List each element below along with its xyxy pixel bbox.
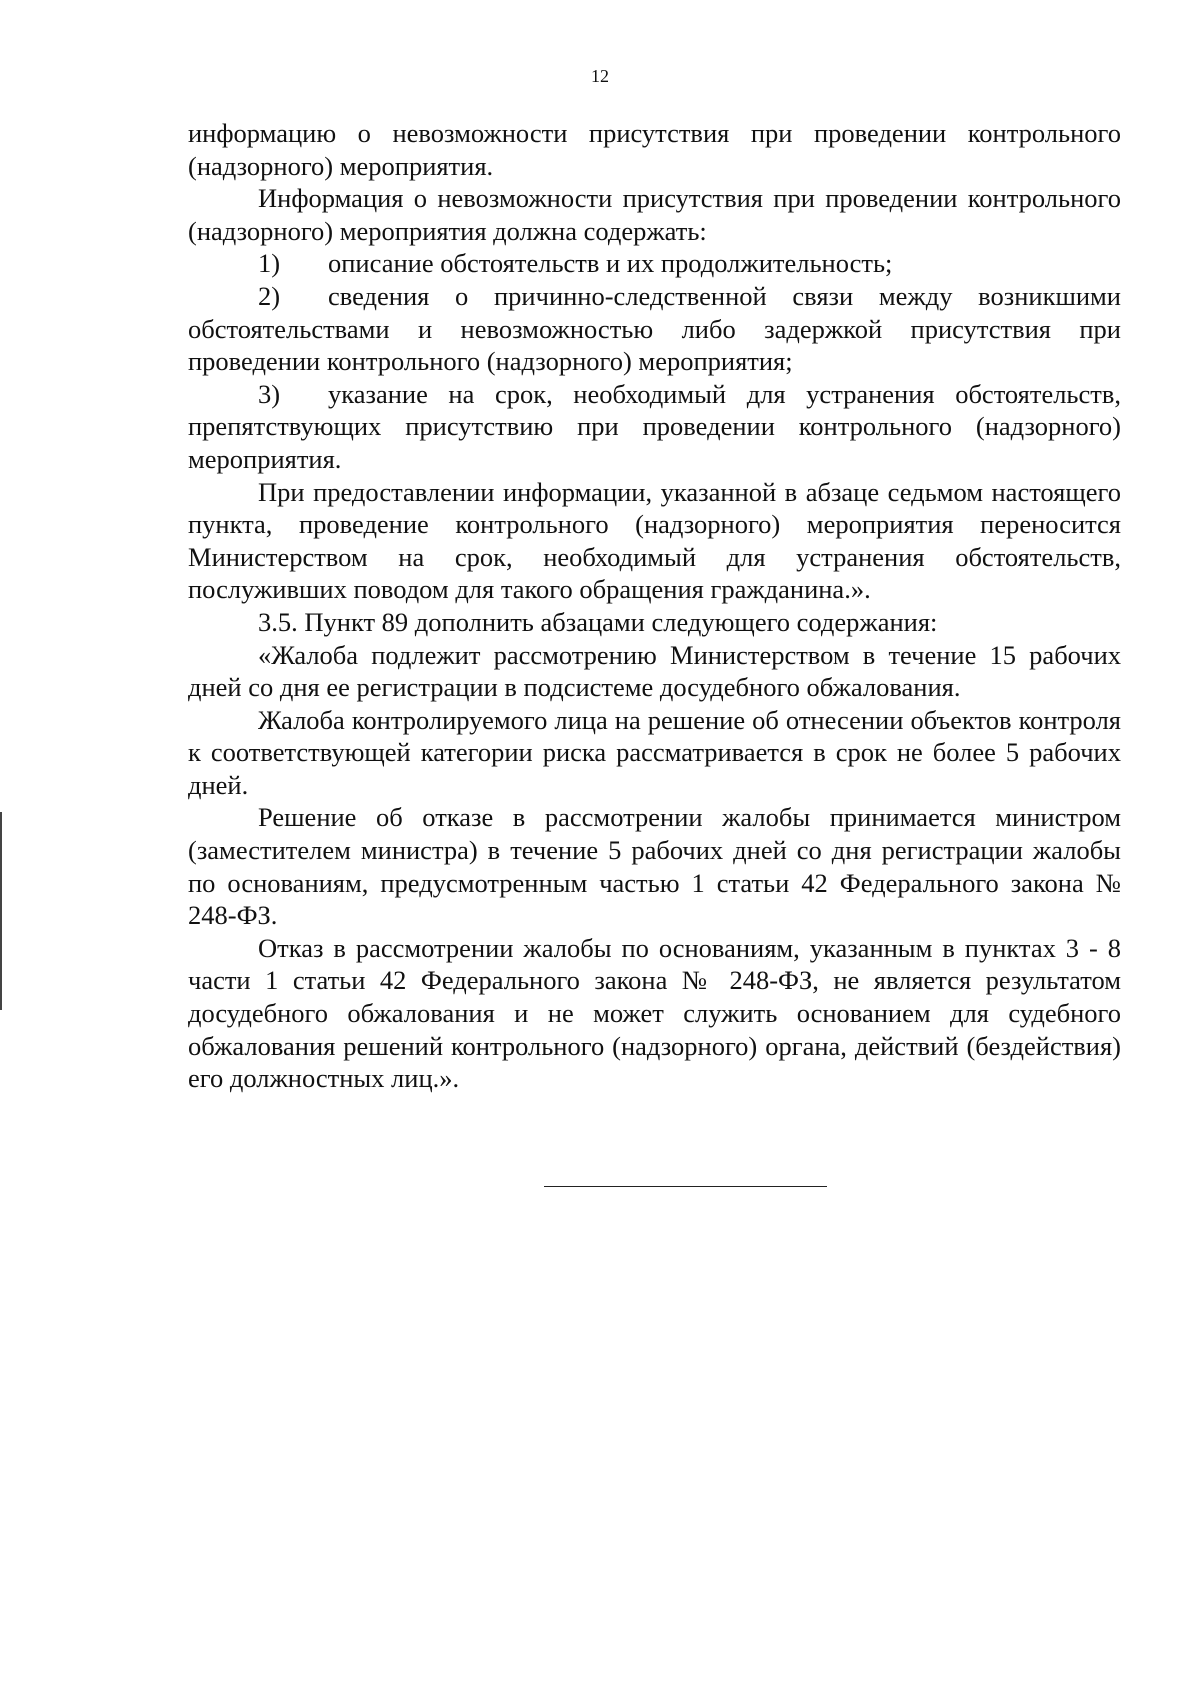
list-item-number: 2)	[258, 280, 281, 311]
list-item-text: указание на срок, необходимый для устранения обстоятельств, препятствующих присутствию при проведении контрольного (надзорного) мероприятия.	[188, 378, 1121, 474]
scan-edge-mark	[0, 812, 2, 1010]
page-number: 12	[591, 66, 609, 86]
paragraph-4: 3.5. Пункт 89 дополнить абзацами следующего содержания:	[258, 606, 938, 637]
paragraph-2: Информация о невозможности присутствия при проведении контрольного (надзорного) мероприятия должна содержать:	[188, 183, 1121, 246]
paragraph-1: информацию о невозможности присутствия при проведении контрольного (надзорного) мероприятия.	[188, 118, 1121, 181]
document-body	[188, 117, 1121, 1095]
list-item-number: 3)	[258, 378, 281, 409]
list-item-3	[188, 378, 1121, 476]
list-item-number: 1)	[258, 248, 281, 279]
list-item-1	[188, 247, 1121, 280]
list-item-text: описание обстоятельств и их продолжительность;	[328, 248, 893, 279]
paragraph-5: «Жалоба подлежит рассмотрению Министерством в течение 15 рабочих дней со дня ее регистрации в подсистеме досудебного обжалования.	[188, 639, 1121, 703]
list-item-2	[188, 280, 1121, 378]
paragraph-3: При предоставлении информации, указанной в абзаце седьмом настоящего пункта, проведение контрольного (надзорного) мероприятия переносится Министерством на срок, необходимый для устранения обстоятельств, послуживших поводом для такого обращения гражданина.».	[188, 476, 1121, 605]
paragraph-8: Отказ в рассмотрении жалобы по основаниям, указанным в пунктах 3 - 8 части 1 статьи 42 Федерального закона № 248-ФЗ, не является результатом досудебного обжалования и не может служить основанием для судебного обжалования решений контрольного (надзорного) органа, действий (бездействия) его должностных лиц.».	[188, 932, 1121, 1094]
end-separator-line	[544, 1186, 827, 1187]
paragraph-7: Решение об отказе в рассмотрении жалобы принимается министром (заместителем министра) в течение 5 рабочих дней со дня регистрации жалобы по основаниям, предусмотренным частью 1 статьи 42 Федерального закона № 248-ФЗ.	[188, 802, 1121, 931]
list-item-text: сведения о причинно-следственной связи между возникшими обстоятельствами и невозможностью либо задержкой присутствия при проведении контрольного (надзорного) мероприятия;	[188, 280, 1121, 377]
paragraph-6: Жалоба контролируемого лица на решение об отнесении объектов контроля к соответствующей категории риска рассматривается в срок не более 5 рабочих дней.	[188, 704, 1121, 800]
